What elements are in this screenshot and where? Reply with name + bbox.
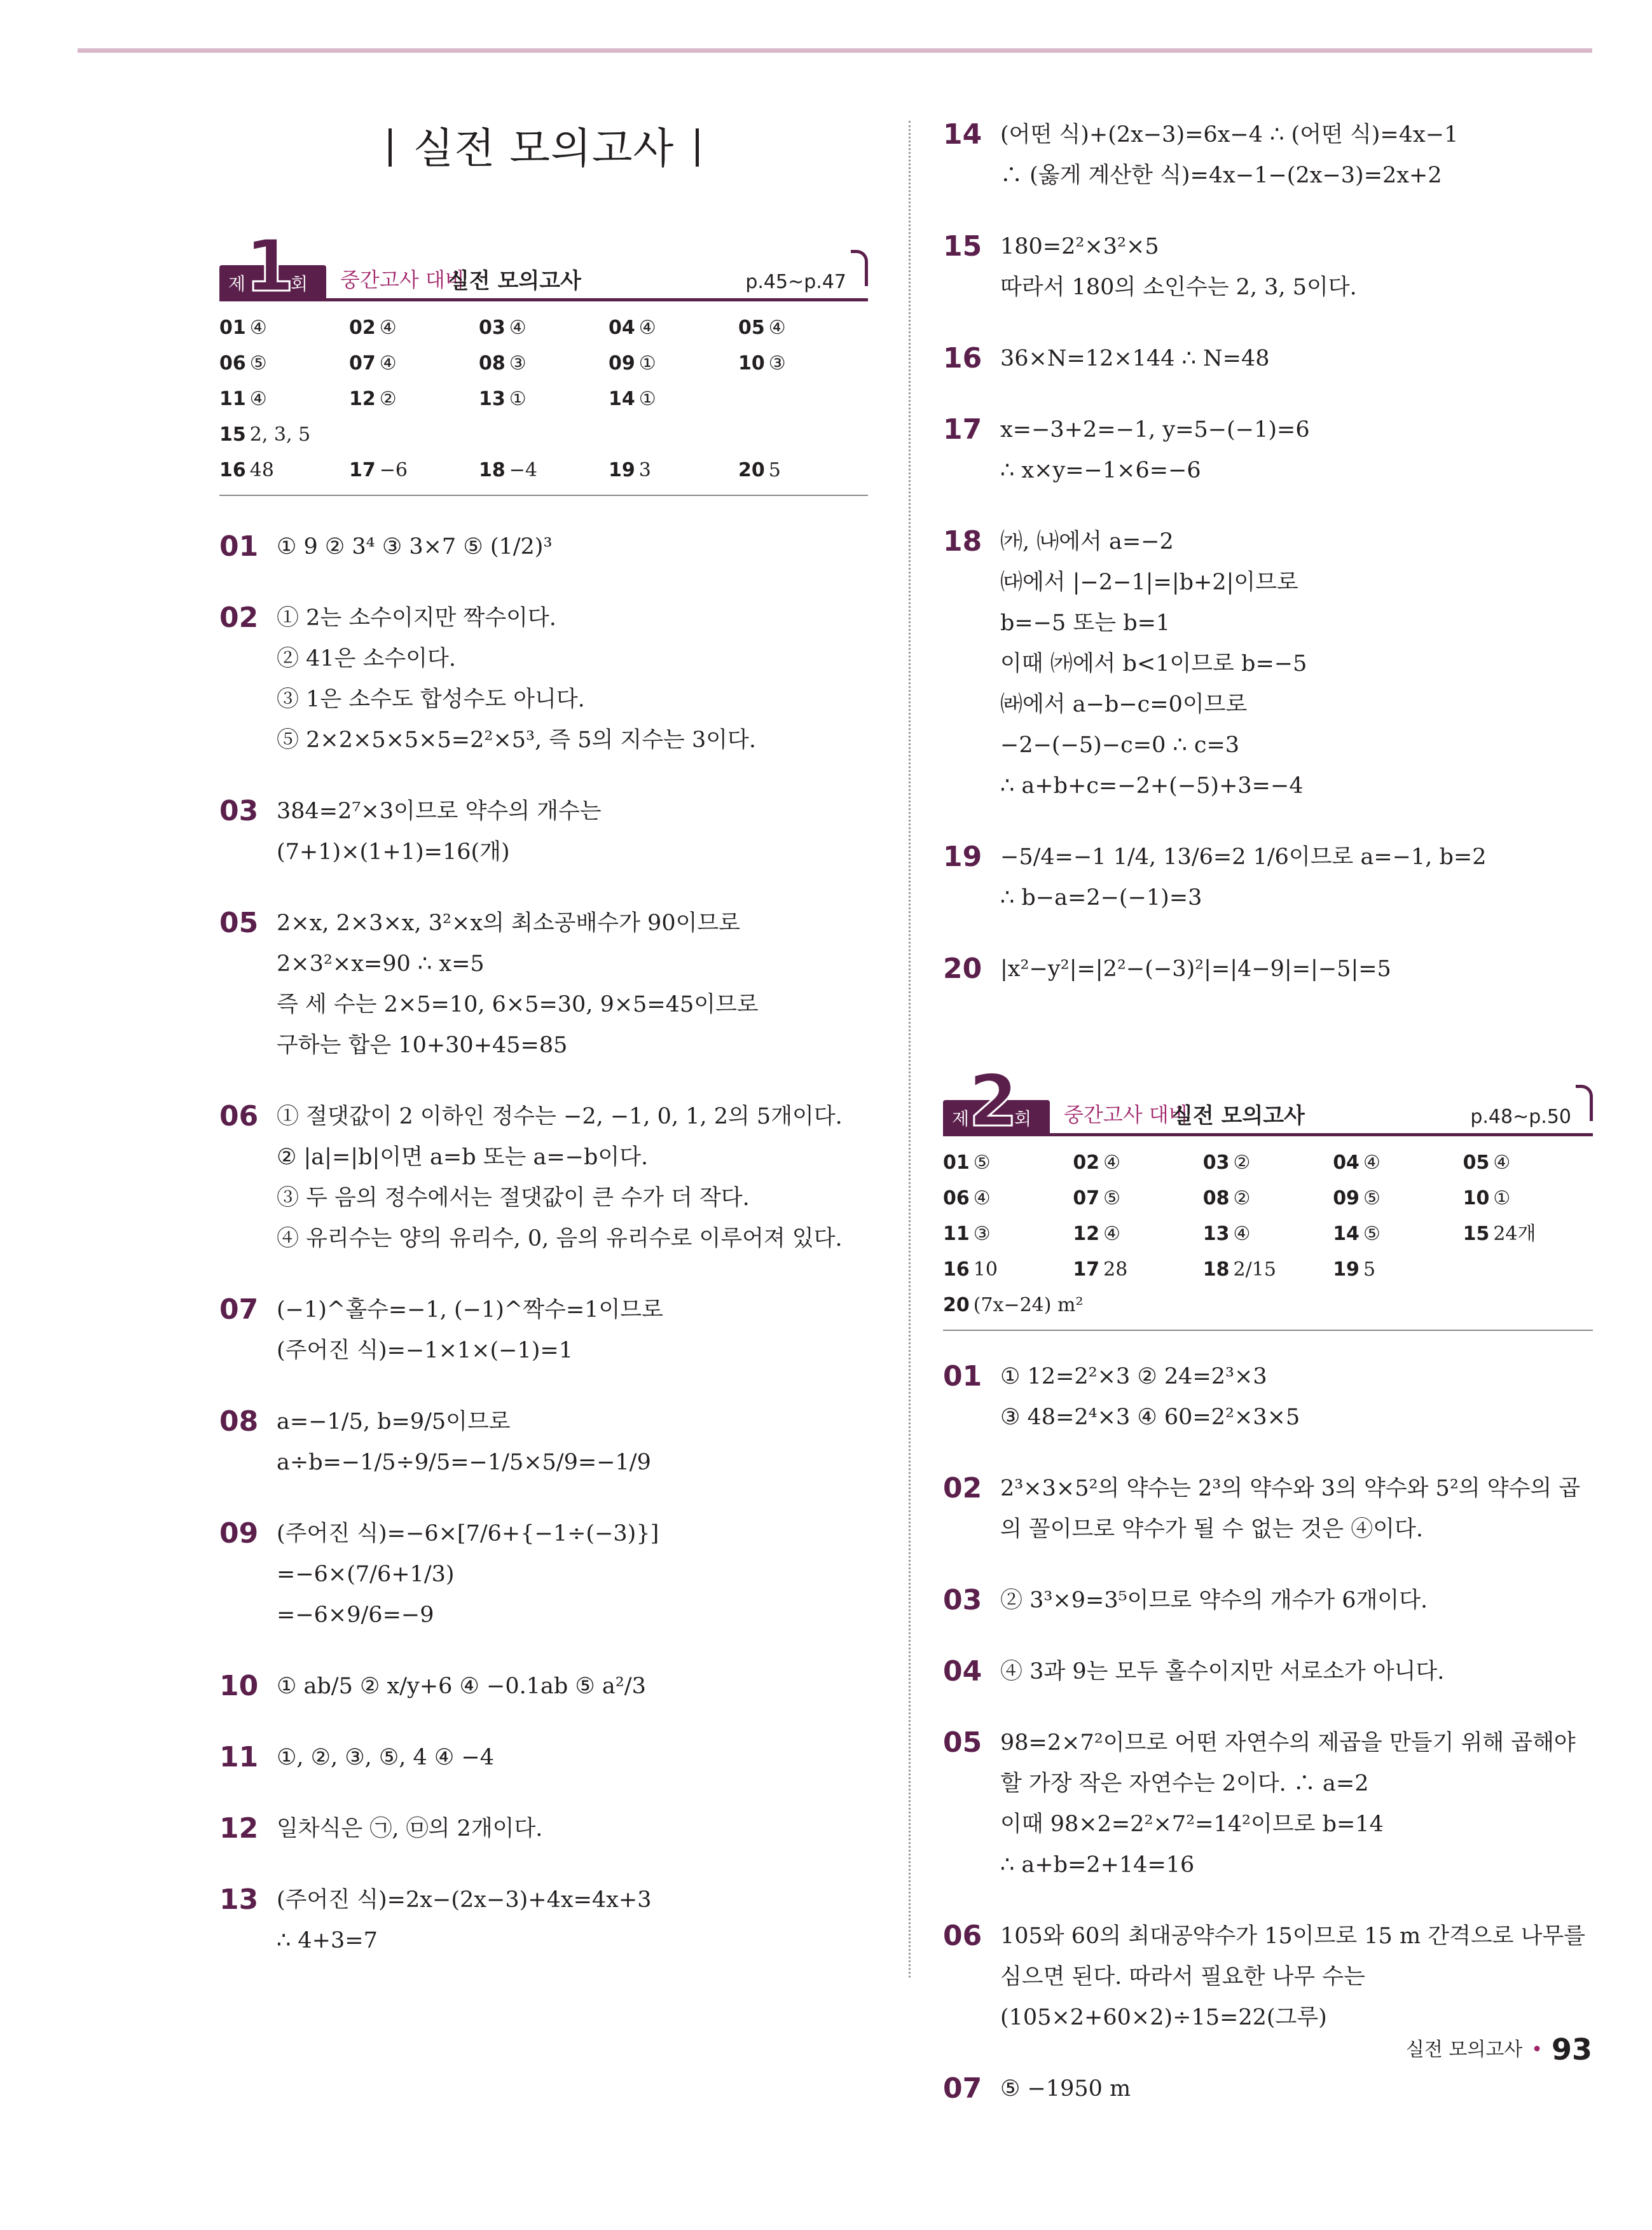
solution-item [219,1880,868,1961]
answer-value: ① [509,388,527,410]
solution-item [219,903,868,1066]
answer-cell [1333,1145,1463,1181]
solution-number: 18 [943,525,982,558]
answer-cell [349,346,479,382]
answer-cell [479,453,609,488]
solution-line: 36×N=12×144 ∴ N=48 [1000,346,1270,371]
solution-line: ∴ 4+3=7 [277,1928,378,1953]
page-number: 93 [1551,2032,1592,2067]
answer-value: ④ [638,317,656,339]
answer-cell [943,1181,1073,1216]
title-bar-right [696,128,699,167]
answer-value: ③ [509,352,527,375]
solution-item [219,1513,868,1635]
answer-value: ② [1233,1152,1251,1174]
solution-line: ② 3³×9=3⁵이므로 약수의 개수가 6개이다. [1000,1588,1428,1613]
solution-line: ①, ②, ③, ⑤, 4 ④ −4 [277,1745,495,1770]
answer-value: 48 [249,459,274,481]
solution-item [943,521,1593,806]
answer-value: ④ [1103,1152,1121,1174]
answer-cell [479,382,609,417]
answer-value: ④ [1233,1223,1251,1245]
solution-line: ③ 두 음의 정수에서는 절댓값이 큰 수가 더 작다. [277,1185,750,1211]
solution-item [219,791,868,872]
solution-item [219,1401,868,1483]
answer-value: ④ [1493,1152,1511,1174]
solution-line: b=−5 또는 b=1 [1000,610,1171,636]
answer-cell [219,382,349,417]
answer-number: 05 [738,317,765,339]
answer-value: −6 [379,459,408,481]
answer-cell [1203,1145,1333,1181]
answer-cell [219,310,349,346]
solution-body [277,1096,868,1259]
answer-number: 05 [1463,1152,1490,1174]
answer-number: 09 [1333,1187,1359,1209]
answer-cell [1463,1216,1593,1252]
solution-body [1000,410,1593,491]
solution-line: 의 꼴이므로 약수가 될 수 없는 것은 ④이다. [1000,1517,1423,1542]
solution-line: ① 절댓값이 2 이하인 정수는 −2, −1, 0, 1, 2의 5개이다. [277,1104,843,1129]
solution-item [943,1723,1593,1885]
answer-cell [349,310,479,346]
solution-line: ② |a|=|b|이면 a=b 또는 a=−b이다. [277,1145,649,1170]
answer-number: 09 [609,352,635,375]
solution-item [943,1580,1593,1621]
solution-number: 06 [943,1920,982,1952]
header-corner [851,250,868,286]
answer-cell [943,1145,1073,1181]
solution-line: ③ 48=2⁴×3 ④ 60=2²×3×5 [1000,1405,1300,1430]
answer-number: 03 [479,317,506,339]
solution-body [1000,1468,1593,1550]
solution-number: 01 [219,530,259,563]
answer-cell [1073,1216,1202,1252]
answer-cell [349,382,479,417]
solution-line: ⑤ 2×2×5×5×5=2²×5³, 즉 5의 지수는 3이다. [277,727,756,753]
solution-body [277,1808,868,1849]
solution-number: 12 [219,1812,259,1845]
left-column [219,114,868,1961]
answer-cell [1203,1216,1333,1252]
answer-number: 17 [349,459,376,481]
solution-line: 2×3²×x=90 ∴ x=5 [277,951,485,977]
solution-line: (주어진 식)=2x−(2x−3)+4x=4x+3 [277,1887,652,1913]
answer-value: ① [1493,1187,1511,1209]
solution-line: 따라서 180의 소인수는 2, 3, 5이다. [1000,275,1357,300]
answer-cell [219,417,868,453]
solution-item [219,598,868,761]
answer-value: ④ [1363,1152,1380,1174]
answer-cell [479,310,609,346]
answer-value: ④ [249,388,267,410]
answer-value: ④ [379,317,397,339]
test-category: 중간고사 대비 [1064,1103,1188,1127]
solution-body [1000,949,1593,989]
column-divider [909,121,911,1978]
solution-item [219,1096,868,1259]
solution-number: 20 [943,953,982,985]
answer-value: ④ [379,352,397,375]
solution-item [943,2068,1593,2109]
solution-item [943,1468,1593,1550]
solution-item [943,410,1593,491]
answer-number: 06 [943,1187,970,1209]
solution-body [1000,1723,1593,1885]
solution-body [277,903,868,1066]
solution-line: ∴ a+b+c=−2+(−5)+3=−4 [1000,773,1304,799]
answer-cell [349,453,479,488]
page-title: 실전 모의고사 [413,124,675,173]
answer-grid [943,1136,1593,1331]
answer-number: 17 [1073,1258,1100,1281]
round-prefix: 제 [952,1108,970,1129]
solution-body [277,1666,868,1707]
answer-number: 01 [219,317,246,339]
answer-value: ① [638,352,656,375]
solution-body [277,527,868,567]
solution-body [277,1401,868,1483]
solution-line: (어떤 식)+(2x−3)=6x−4 ∴ (어떤 식)=4x−1 [1000,122,1459,148]
answer-number: 10 [738,352,765,375]
answer-value: 3 [638,459,651,481]
test-category: 중간고사 대비 [340,268,465,292]
solution-body [277,1513,868,1635]
round-number: 2 [968,1060,1018,1143]
footer-bullet: • [1531,2039,1543,2061]
solution-line: ⑤ −1950 m [1000,2076,1131,2102]
test-pages: p.48~p.50 [1470,1106,1571,1128]
solution-line: 할 가장 작은 자연수는 2이다. ∴ a=2 [1000,1771,1369,1796]
answer-value: ④ [768,317,786,339]
solution-item [943,226,1593,308]
answer-value: 24개 [1493,1223,1536,1245]
title-bar-left [389,128,392,167]
solution-line: ∴ b−a=2−(−1)=3 [1000,885,1202,911]
answer-number: 08 [1202,1187,1230,1209]
right-column [943,114,1593,2109]
solution-line: −2−(−5)−c=0 ∴ c=3 [1000,733,1240,758]
solution-number: 05 [943,1726,982,1759]
solution-body [277,598,868,761]
solution-item [943,949,1593,989]
answer-value: ⑤ [1103,1187,1121,1209]
page-title-box [219,114,868,175]
answer-number: 10 [1463,1187,1490,1209]
solution-body [1000,338,1593,379]
solution-number: 19 [943,841,982,873]
solution-line: (−1)^홀수=−1, (−1)^짝수=1이므로 [277,1297,663,1323]
answer-number: 13 [479,388,506,410]
test-section-1 [943,1060,1593,1331]
answer-value: ④ [1103,1223,1121,1245]
test-header [943,1060,1593,1143]
answer-value: 5 [1363,1258,1376,1281]
answer-value: ② [379,388,397,410]
answer-number: 01 [943,1152,970,1174]
solution-number: 16 [943,342,982,375]
answer-cell [1073,1252,1202,1288]
solution-number: 15 [943,230,982,263]
answer-cell [609,310,738,346]
solution-body [277,1737,868,1778]
answer-value: 10 [973,1258,998,1281]
solution-line: ② 41은 소수이다. [277,646,456,671]
solution-number: 06 [219,1100,259,1132]
answer-value: ⑤ [1363,1223,1380,1245]
answer-grid [219,301,868,496]
solution-item [943,1651,1593,1692]
solution-line: 심으면 된다. 따라서 필요한 나무 수는 [1000,1964,1365,1990]
test-pages: p.45~p.47 [745,271,846,293]
answer-number: 02 [349,317,376,339]
solution-line: ④ 유리수는 양의 유리수, 0, 음의 유리수로 이루어져 있다. [277,1226,843,1251]
solution-item [943,338,1593,379]
answer-number: 15 [1463,1223,1490,1245]
answer-number: 08 [479,352,506,375]
answer-value: ① [638,388,656,410]
answer-cell [738,453,868,488]
answer-number: 14 [1333,1223,1359,1245]
round-prefix: 제 [228,273,246,294]
solution-number: 10 [219,1670,259,1702]
solution-line: ㈎, ㈏에서 a=−2 [1000,529,1174,554]
solution-line: ① 12=2²×3 ② 24=2³×3 [1000,1364,1267,1389]
solution-body [277,1290,868,1371]
answer-value: (7x−24) m² [973,1294,1084,1316]
solution-number: 05 [219,907,259,939]
solution-body [277,1880,868,1961]
answer-number: 07 [349,352,376,375]
answer-number: 20 [943,1294,970,1316]
answer-number: 02 [1073,1152,1100,1174]
answer-value: −4 [509,459,537,481]
answer-value: ③ [973,1223,991,1245]
answer-cell [1073,1181,1202,1216]
answer-number: 19 [1333,1258,1359,1281]
answer-cell [609,453,738,488]
solution-item [219,1290,868,1371]
answer-cell [1333,1181,1463,1216]
solution-number: 07 [219,1293,259,1326]
solution-item [219,1808,868,1849]
solution-item [943,1916,1593,2038]
answer-number: 03 [1202,1152,1230,1174]
solution-body [1000,1651,1593,1692]
answer-cell [1333,1252,1463,1288]
solution-line: (7+1)×(1+1)=16(개) [277,839,510,865]
solution-line: ① 9 ② 3⁴ ③ 3×7 ⑤ (1/2)³ [277,534,553,560]
solution-item [943,1356,1593,1438]
answer-cell [1463,1181,1593,1216]
answer-value: 2, 3, 5 [249,423,311,446]
solution-line: 105와 60의 최대공약수가 15이므로 15 m 간격으로 나무를 [1000,1924,1586,1949]
solution-number: 11 [219,1741,259,1773]
solution-number: 04 [943,1655,982,1688]
answer-number: 14 [609,388,635,410]
solution-item [943,114,1593,196]
solution-body [1000,1916,1593,2038]
answer-cell [943,1252,1073,1288]
solution-body [1000,837,1593,918]
test-header [219,225,868,308]
solution-item [219,1737,868,1778]
solution-number: 14 [943,118,982,151]
answer-number: 16 [943,1258,970,1281]
solution-line: 98=2×7²이므로 어떤 자연수의 제곱을 만들기 위해 곱해야 [1000,1730,1576,1756]
solution-line: 이때 98×2=2²×7²=14²이므로 b=14 [1000,1812,1384,1837]
solution-item [219,527,868,567]
answer-cell [219,453,349,488]
solution-number: 13 [219,1883,259,1916]
solution-line: 구하는 합은 10+30+45=85 [277,1033,568,1058]
solution-body [1000,2068,1593,2109]
answer-cell [219,346,349,382]
answer-number: 04 [1333,1152,1359,1174]
solution-line: =−6×(7/6+1/3) [277,1562,455,1587]
answer-number: 06 [219,352,246,375]
round-suffix: 회 [1014,1108,1032,1129]
test-name: 실전 모의고사 [1172,1103,1305,1129]
answer-cell [738,346,868,382]
answer-cell [1073,1145,1202,1181]
solution-line: ① 2는 소수이지만 짝수이다. [277,605,556,631]
solution-item [219,1666,868,1707]
answer-number: 12 [349,388,376,410]
solution-number: 09 [219,1517,259,1550]
solution-line: ∴ (옳게 계산한 식)=4x−1−(2x−3)=2x+2 [1000,163,1442,188]
answer-value: 5 [768,459,781,481]
solution-line: ④ 3과 9는 모두 홀수이지만 서로소가 아니다. [1000,1659,1445,1684]
test-name: 실전 모의고사 [448,268,581,294]
answer-cell [943,1216,1073,1252]
answer-number: 20 [738,459,765,481]
solution-line: (105×2+60×2)÷15=22(그루) [1000,2005,1327,2030]
page-footer [1406,2032,1592,2067]
solution-number: 08 [219,1405,259,1438]
answer-cell [1463,1145,1593,1181]
answer-value: ② [1233,1187,1251,1209]
answer-number: 11 [219,388,246,410]
solution-number: 07 [943,2072,982,2105]
round-suffix: 회 [291,273,308,294]
solution-line: ③ 1은 소수도 합성수도 아니다. [277,687,585,712]
answer-cell [609,382,738,417]
solution-line: a÷b=−1/5÷9/5=−1/5×5/9=−1/9 [277,1450,651,1475]
solution-number: 01 [943,1360,982,1393]
solution-body [277,791,868,872]
solution-number: 03 [219,795,259,827]
solution-line: 일차식은 ㉠, ㉤의 2개이다. [277,1816,543,1841]
answer-cell [609,346,738,382]
solution-number: 02 [219,602,259,634]
answer-value: ④ [509,317,527,339]
answer-cell [943,1288,1593,1323]
solution-line: −5/4=−1 1/4, 13/6=2 1/6이므로 a=−1, b=2 [1000,844,1487,870]
solution-line: ① ab/5 ② x/y+6 ④ −0.1ab ⑤ a²/3 [277,1674,646,1699]
solution-line: a=−1/5, b=9/5이므로 [277,1409,511,1435]
top-rule [78,48,1592,53]
answer-value: ⑤ [973,1152,991,1174]
solution-item [943,837,1593,918]
solution-line: ∴ x×y=−1×6=−6 [1000,458,1201,483]
solution-line: (주어진 식)=−6×[7/6+{−1÷(−3)}] [277,1521,659,1546]
solution-body [1000,1580,1593,1621]
solution-body [1000,226,1593,308]
answer-value: ⑤ [1363,1187,1380,1209]
header-corner [1576,1085,1593,1121]
answer-number: 18 [479,459,506,481]
answer-number: 11 [943,1223,970,1245]
solution-line: ㈑에서 a−b−c=0이므로 [1000,692,1248,717]
solution-line: 이때 ㈎에서 b<1이므로 b=−5 [1000,651,1307,677]
solution-number: 17 [943,413,982,446]
answer-cell [1203,1181,1333,1216]
answer-cell [479,346,609,382]
solution-line: 180=2²×3²×5 [1000,234,1159,259]
answer-value: ④ [973,1187,991,1209]
footer-label: 실전 모의고사 [1405,2039,1523,2061]
solution-line: (주어진 식)=−1×1×(−1)=1 [277,1338,574,1363]
answer-value: ④ [249,317,267,339]
solution-line: |x²−y²|=|2²−(−3)²|=|4−9|=|−5|=5 [1000,956,1391,982]
answer-value: ③ [768,352,786,375]
answer-number: 04 [609,317,635,339]
solution-line: 2×x, 2×3×x, 3²×x의 최소공배수가 90이므로 [277,911,741,936]
solution-body [1000,114,1593,196]
answer-number: 07 [1073,1187,1100,1209]
solution-line: =−6×9/6=−9 [277,1602,434,1628]
answer-cell [1203,1252,1333,1288]
solution-line: x=−3+2=−1, y=5−(−1)=6 [1000,417,1310,443]
solution-number: 02 [943,1472,982,1504]
answer-number: 12 [1073,1223,1100,1245]
solution-line: ㈐에서 |−2−1|=|b+2|이므로 [1000,570,1298,595]
answer-cell [1333,1216,1463,1252]
answer-value: 2/15 [1233,1258,1276,1281]
solution-number: 03 [943,1584,982,1616]
solution-line: 2³×3×5²의 약수는 2³의 약수와 3의 약수와 5²의 약수의 곱 [1000,1476,1581,1501]
solution-line: ∴ a+b=2+14=16 [1000,1852,1195,1878]
answer-number: 18 [1202,1258,1230,1281]
answer-number: 15 [219,423,246,446]
solution-body [1000,521,1593,806]
answer-number: 19 [609,459,635,481]
answer-cell [738,310,868,346]
solution-line: 384=2⁷×3이므로 약수의 개수는 [277,799,602,824]
solution-body [1000,1356,1593,1438]
answer-number: 16 [219,459,246,481]
answer-number: 13 [1202,1223,1230,1245]
answer-value: ⑤ [249,352,267,375]
solution-line: 즉 세 수는 2×5=10, 6×5=30, 9×5=45이므로 [277,992,759,1017]
answer-value: 28 [1103,1258,1128,1281]
test-section-0 [219,225,868,496]
round-number: 1 [245,225,294,308]
